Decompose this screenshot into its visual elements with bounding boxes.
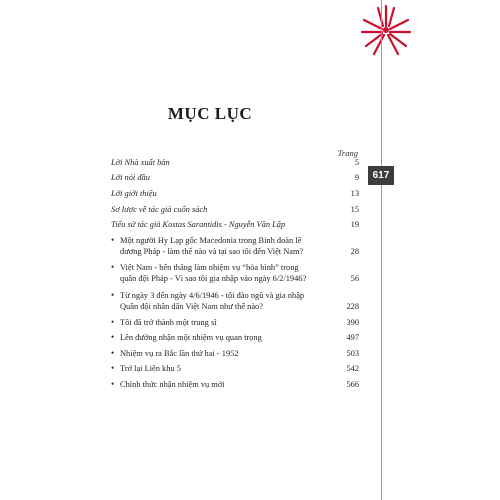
bullet-icon: • [111, 261, 115, 272]
page-title: MỤC LỤC [167, 104, 253, 123]
bullet-icon: • [111, 363, 115, 373]
toc-entry-title: Sơ lược về tác giả cuốn sách [111, 205, 208, 214]
toc-entry-page: 15 [350, 205, 359, 214]
toc-entry-page: 228 [346, 302, 359, 311]
bullet-icon: • [111, 332, 115, 342]
toc-entry-page: 28 [350, 247, 359, 256]
toc-entry[interactable] [111, 219, 359, 231]
toc-chapter-entry[interactable] [111, 262, 359, 285]
toc-entry-title: Một người Hy Lạp gốc Macedonia trong Binh đoàn lê dương Pháp - làm thế nào và tại sao tôi đến Việt Nam? [120, 235, 304, 256]
toc-entry-title: Lời nói đầu [111, 173, 150, 182]
toc-entry-title: Lên đường nhận một nhiệm vụ quan trọng [120, 333, 262, 342]
toc-entry[interactable] [111, 172, 359, 184]
toc-chapter-entry[interactable] [111, 317, 359, 329]
toc-entry-title: Chính thức nhận nhiệm vụ mới [120, 379, 225, 389]
toc-chapter-entry[interactable] [111, 379, 359, 391]
page-column-header: Trang [337, 148, 358, 158]
bullet-icon: • [111, 347, 115, 358]
bullet-icon: • [111, 289, 115, 300]
spine-divider [381, 0, 382, 500]
toc-entry-page: 390 [346, 317, 359, 327]
toc-chapter-entry[interactable] [111, 235, 359, 258]
toc-entry-title: Lời Nhà xuất bản [111, 158, 170, 167]
toc-chapter-entry[interactable] [111, 348, 359, 360]
bullet-icon: • [111, 378, 115, 389]
toc-entry[interactable] [111, 204, 359, 216]
ornament-logo-icon [355, 2, 417, 60]
toc-chapter-entry[interactable] [111, 332, 359, 344]
toc-entry[interactable] [111, 188, 359, 200]
toc-entry-title: Từ ngày 3 đến ngày 4/6/1946 - tôi đào ngũ và gia nhập Quân đội nhân dân Việt Nam như thế nào? [120, 290, 305, 311]
toc-entry[interactable] [111, 157, 359, 169]
toc-entry-page: 5 [354, 158, 359, 167]
toc-entry-page: 542 [346, 364, 359, 373]
bullet-icon: • [111, 316, 115, 327]
toc-entry-page: 9 [354, 173, 359, 182]
toc-entry-page: 497 [346, 333, 359, 342]
toc-entry-title: Tôi đã trở thành một trung sĩ [120, 317, 217, 327]
toc-entry-title: Lời giới thiệu [111, 189, 157, 198]
toc-entry-title: Nhiệm vụ ra Bắc lần thứ hai - 1952 [120, 348, 239, 358]
toc-entry-page: 56 [350, 274, 359, 283]
bullet-icon: • [111, 234, 115, 245]
toc-chapter-entry[interactable] [111, 290, 359, 313]
page-number-tab: 617 [368, 166, 394, 185]
toc-chapter-entry[interactable] [111, 363, 359, 375]
toc-entry-title: Việt Nam - bến thăng làm nhiệm vụ “hòa bình” trong quân đội Pháp - Vì sao tôi gia nhập vào ngày 6/2/1946? [120, 262, 307, 283]
toc-entry-page: 19 [350, 220, 359, 229]
toc-entry-title: Trở lại Liên khu 5 [120, 364, 181, 373]
toc-entry-page: 13 [350, 189, 359, 198]
toc-entry-page: 503 [346, 348, 359, 358]
toc-entry-title: Tiểu sử tác giả Kostas Sarantidis - Nguyễn Văn Lập [111, 220, 286, 229]
table-of-contents [111, 157, 359, 390]
toc-entry-page: 566 [346, 379, 359, 389]
